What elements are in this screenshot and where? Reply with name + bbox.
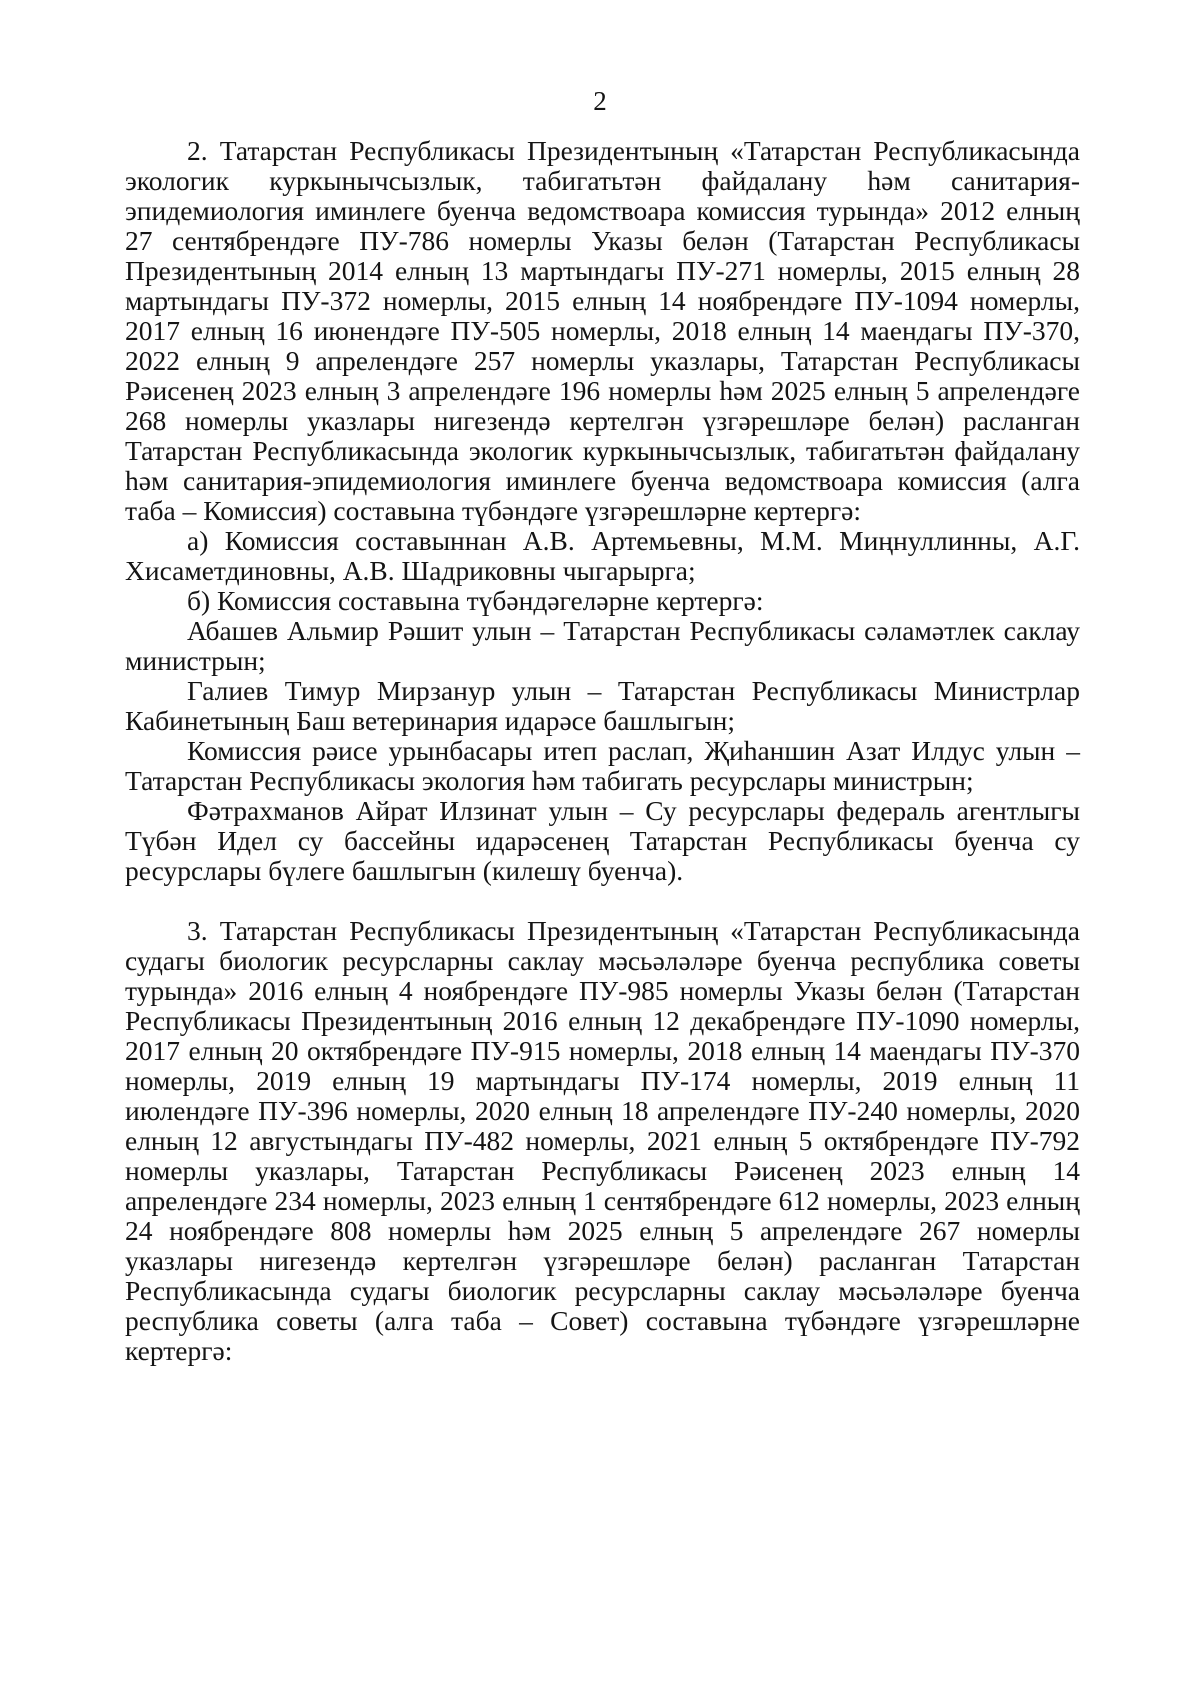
section-2-person-zhihanshin: Комиссия рәисе урынбасары итеп раслап, Җиһаншин Азат Илдус улын – Татарстан Республикасы экология һәм табигать ресурслары министрын; <box>125 735 1080 796</box>
section-2-item-a: а) Комиссия составыннан А.В. Артемьевны, М.М. Миңнуллинны, А.Г. Хисаметдиновны, А.В. Шадриковны чыгарырга; <box>125 525 1080 586</box>
section-2-item-b: б) Комиссия составына түбәндәгеләрне кертергә: <box>187 585 764 616</box>
section-2-intro: 2. Татарстан Республикасы Президентының «Татарстан Республикасында экологик куркынычсызлык, табигатьтән файдалану һәм санитария-эпидемиология иминлеге буенча ведомствоара комиссия турында» 2012 елның 27 сентябрендәге ПУ-786 номерлы Указы белән (Татарстан Республикасы Президентының 2014 елның 13 мартындагы ПУ-271 номерлы, 2015 елның 28 мартындагы ПУ-372 номерлы, 2015 елның 14 ноябрендәге ПУ-1094 номерлы, 2017 елның 16 июнендәге ПУ-505 номерлы, 2018 елның 14 маендагы ПУ-370, 2022 елның 9 апрелендәге 257 номерлы указлары, Татарстан Республикасы Рәисенең 2023 елның 3 апрелендәге 196 номерлы һәм 2025 елның 5 апрелендәге 268 номерлы указлары нигезендә кертелгән үзгәрешләре белән) расланган Татарстан Республикасында экологик куркынычсызлык, табигатьтән файдалану һәм санитария-эпидемиология иминлеге буенча ведомствоара комиссия (алга таба – Комиссия) составына түбәндәге үзгәрешләрне кертергә: <box>125 135 1080 526</box>
section-2-person-fatrakhmanov: Фәтрахманов Айрат Илзинат улын – Су ресурслары федераль агентлыгы Түбән Идел су бассейны идарәсенең Татарстан Республикасы буенча су ресурслары бүлеге башлыгын (килешү буенча). <box>125 795 1080 886</box>
section-2-person-abashev: Абашев Альмир Рәшит улын – Татарстан Республикасы сәламәтлек саклау министрын; <box>125 615 1080 676</box>
document-body <box>125 136 1080 1366</box>
page-number: 2 <box>593 86 607 116</box>
section-2-person-galiev: Галиев Тимур Мирзанур улын – Татарстан Республикасы Министрлар Кабинетының Баш ветеринария идарәсе башлыгын; <box>125 675 1080 736</box>
section-3-intro: 3. Татарстан Республикасы Президентының «Татарстан Республикасында судагы биологик ресурсларны саклау мәсьәләләре буенча республика советы турында» 2016 елның 4 ноябрендәге ПУ-985 номерлы Указы белән (Татарстан Республикасы Президентының 2016 елның 12 декабрендәге ПУ-1090 номерлы, 2017 елның 20 октябрендәге ПУ-915 номерлы, 2018 елның 14 маендагы ПУ-370 номерлы, 2019 елның 19 мартындагы ПУ-174 номерлы, 2019 елның 11 июлендәге ПУ-396 номерлы, 2020 елның 18 апрелендәге ПУ-240 номерлы, 2020 елның 12 августындагы ПУ-482 номерлы, 2021 елның 5 октябрендәге ПУ-792 номерлы указлары, Татарстан Республикасы Рәисенең 2023 елның 14 апрелендәге 234 номерлы, 2023 елның 1 сентябрендәге 612 номерлы, 2023 елның 24 ноябрендәге 808 номерлы һәм 2025 елның 5 апрелендәге 267 номерлы указлары нигезендә кертелгән үзгәрешләре белән) расланган Татарстан Республикасында судагы биологик ресурсларны саклау мәсьәләләре буенча республика советы (алга таба – Совет) составына түбәндәге үзгәрешләрне кертергә: <box>125 915 1080 1366</box>
